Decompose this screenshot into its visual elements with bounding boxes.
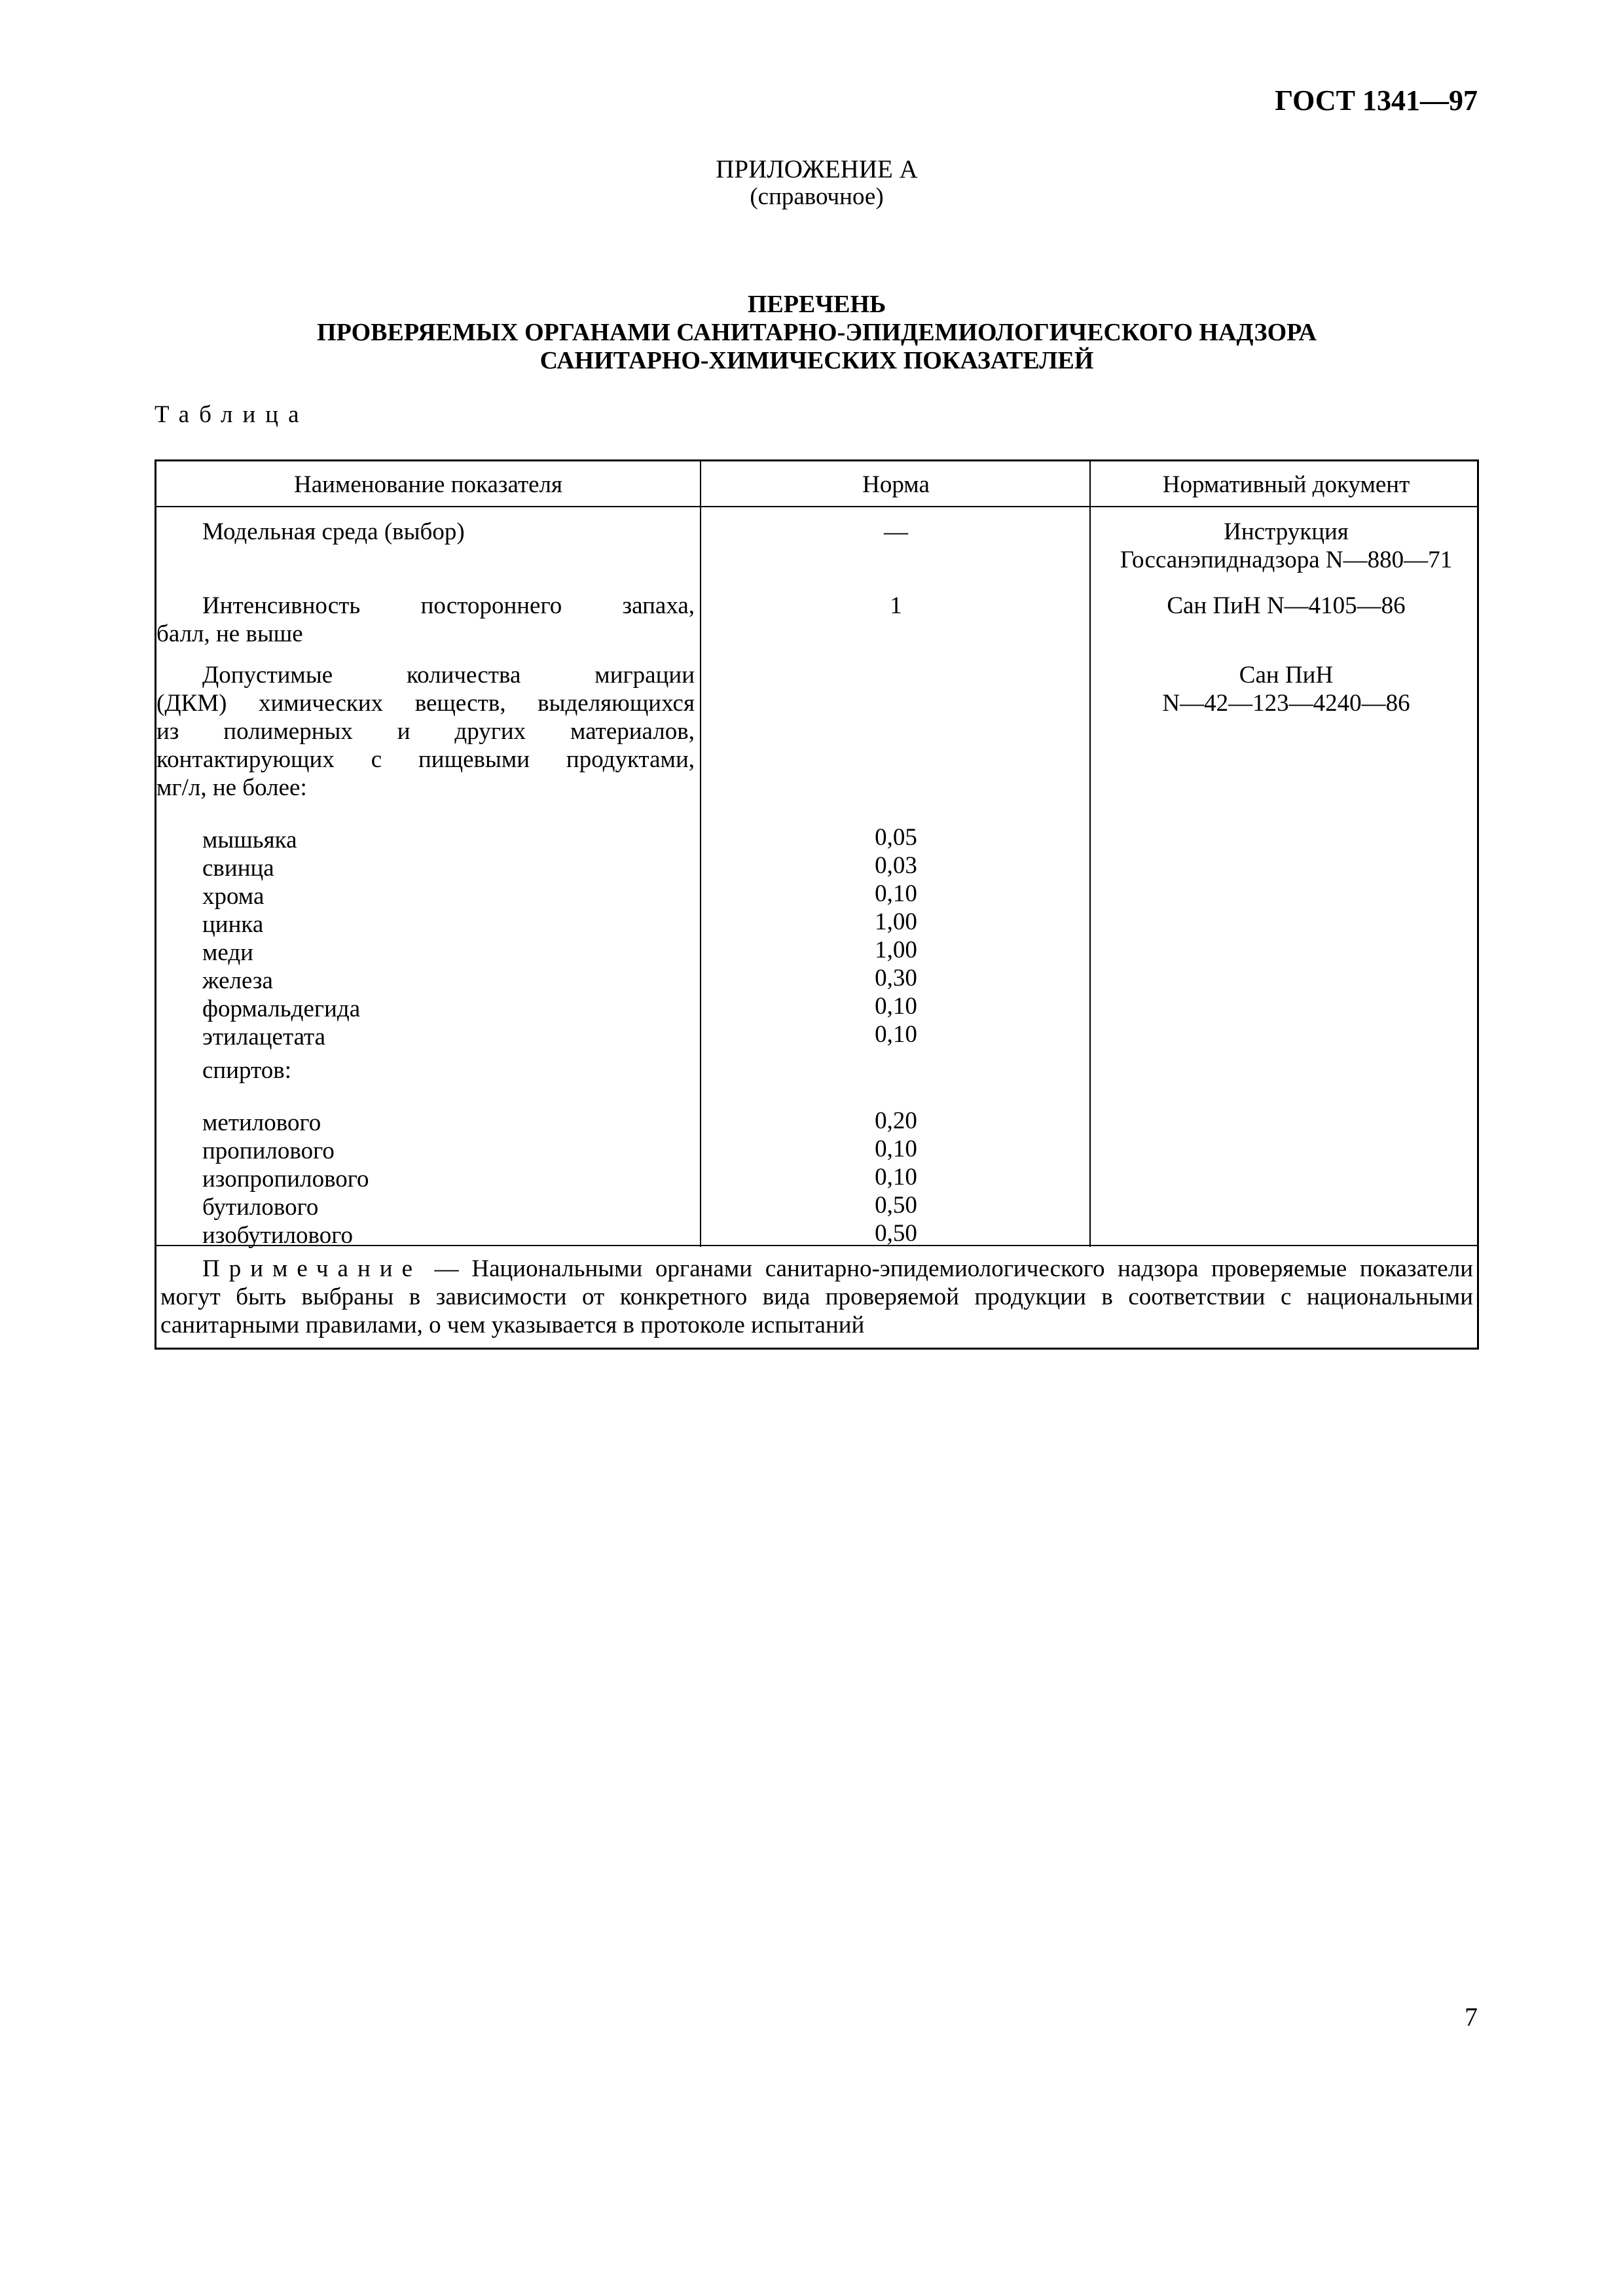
document-line: Инструкция (1224, 518, 1349, 545)
list-item: 0,50 (875, 1220, 917, 1247)
row-model-medium-document (1091, 518, 1481, 574)
list-item: мышьяка (202, 827, 297, 853)
row-model-medium-name: Модельная среда (выбор) (202, 518, 465, 545)
list-title-line: САНИТАРНО-ХИМИЧЕСКИХ ПОКАЗАТЕЛЕЙ (539, 347, 1094, 374)
list-item: 0,05 (875, 824, 917, 851)
list-item: формальдегида (202, 996, 361, 1022)
list-item: хрома (202, 883, 264, 910)
row-model-medium-norm: — (884, 518, 908, 545)
row-odor-document: Сан ПиН N—4105—86 (1167, 592, 1406, 619)
name-line: Допустимые количества миграции (202, 662, 695, 689)
annex-title: ПРИЛОЖЕНИЕ А (716, 155, 918, 183)
document-id: ГОСТ 1341—97 (1275, 84, 1478, 117)
table-note (160, 1255, 1473, 1339)
list-item: метилового (202, 1109, 321, 1136)
list-item: 0,10 (875, 1021, 917, 1048)
header-divider (156, 506, 1477, 507)
row-migration-document (1091, 661, 1481, 717)
document-line: Госсанэпиднадзора N—880—71 (1120, 547, 1453, 573)
row-odor-name (156, 592, 700, 648)
list-item: пропилового (202, 1138, 335, 1164)
document-line: Сан ПиН (1239, 662, 1334, 689)
column-divider (700, 461, 701, 1247)
list-item: 0,03 (875, 852, 917, 879)
list-item: 0,10 (875, 993, 917, 1020)
name-line: мг/л, не более: (156, 774, 307, 801)
annex-subtitle: (справочное) (750, 183, 884, 210)
list-title (155, 291, 1479, 375)
list-item: бутилового (202, 1194, 319, 1221)
row-odor-norm: 1 (890, 592, 902, 619)
document-line: N—42—123—4240—86 (1162, 690, 1410, 717)
column-header-norm: Норма (862, 471, 930, 498)
name-line: балл, не выше (156, 620, 303, 647)
name-line: (ДКМ) химических веществ, выделяющихся (156, 690, 695, 717)
list-item: 0,50 (875, 1192, 917, 1219)
alcohols-label: спиртов: (202, 1057, 291, 1084)
row-migration-name (156, 661, 700, 802)
list-title-line: ПРОВЕРЯЕМЫХ ОРГАНАМИ САНИТАРНО-ЭПИДЕМИОЛОГИЧЕСКОГО НАДЗОРА (317, 319, 1317, 346)
list-item: 0,30 (875, 965, 917, 992)
list-item: свинца (202, 855, 274, 882)
list-item: 0,10 (875, 1164, 917, 1191)
list-item: изобутилового (202, 1222, 354, 1249)
alcohol-list (202, 1109, 700, 1249)
name-line: контактирующих с пищевыми продуктами, (156, 746, 695, 773)
list-item: 1,00 (875, 908, 917, 935)
list-item: этилацетата (202, 1024, 326, 1050)
list-title-line: ПЕРЕЧЕНЬ (747, 291, 886, 318)
note-label: Примечание (202, 1255, 422, 1282)
substance-list (202, 826, 700, 1051)
list-item: 0,10 (875, 880, 917, 907)
list-item: 0,10 (875, 1136, 917, 1162)
name-line: Интенсивность постороннего запаха, (202, 592, 695, 619)
list-item: изопропилового (202, 1166, 369, 1193)
column-header-document: Нормативный документ (1162, 471, 1410, 498)
table-caption: Таблица (155, 401, 309, 428)
column-header-name: Наименование показателя (293, 471, 563, 498)
page-number: 7 (1465, 2002, 1478, 2032)
note-text: — Национальными органами санитарно-эпидемиологического надзора проверяемые показатели могут быть выбраны в зависимости от конкретного вида проверяемой продукции в соответствии с национальными санитарными правилами, о чем указывается в протоколе испытаний (160, 1255, 1473, 1338)
list-item: 0,20 (875, 1107, 917, 1134)
list-item: железа (202, 967, 273, 994)
list-item: 1,00 (875, 937, 917, 963)
name-line: из полимерных и других материалов, (156, 718, 695, 745)
substance-norm-list (702, 823, 1090, 1049)
alcohol-norm-list (702, 1107, 1090, 1247)
indicators-table (155, 459, 1479, 1350)
list-item: цинка (202, 911, 264, 938)
list-item: меди (202, 939, 253, 966)
